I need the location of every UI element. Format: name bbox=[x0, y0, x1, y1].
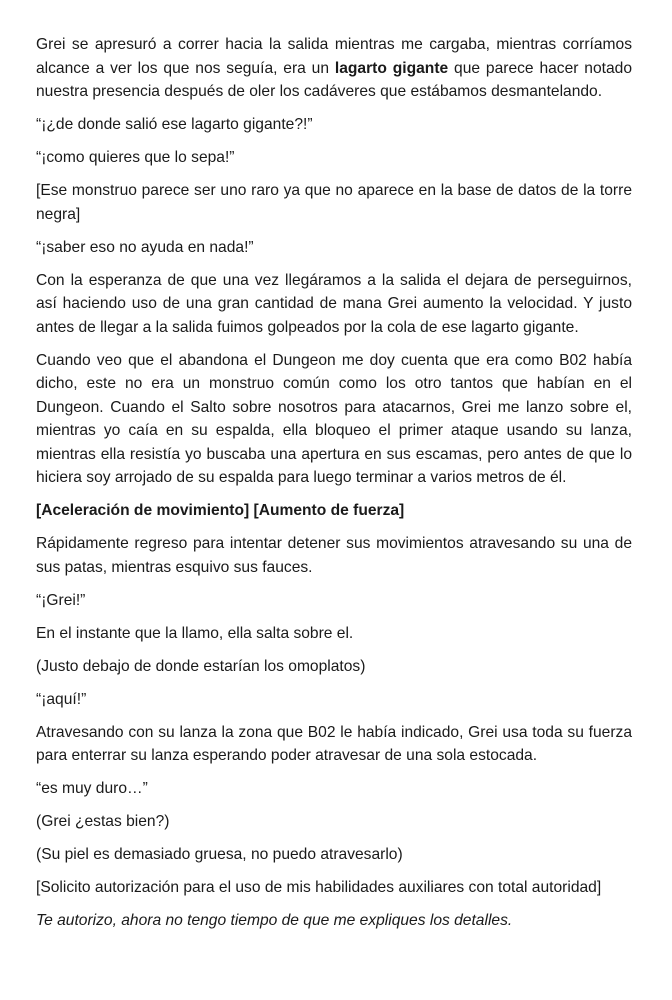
dialogue-line: “¡Grei!” bbox=[36, 591, 86, 609]
dialogue-line: “¡como quieres que lo sepa!” bbox=[36, 149, 235, 166]
dialogue-line: “¡aquí!” bbox=[36, 690, 87, 708]
paragraph-narration: Atravesando con su lanza la zona que B02 le había indicado, Grei usa toda su fuerza para enterrar su lanza esperando poder atravesar de una sola estocada. bbox=[36, 723, 632, 764]
telepathic-line: (Justo debajo de donde estarían los omoplatos) bbox=[36, 657, 366, 675]
paragraph-narration: Rápidamente regreso para intentar detener sus movimientos atravesando su una de sus patas, mientras esquivo sus fauces. bbox=[36, 535, 632, 576]
telepathic-line: (Su piel es demasiado gruesa, no puedo atravesarlo) bbox=[36, 846, 403, 863]
paragraph-narration: Cuando veo que el abandona el Dungeon me doy cuenta que era como B02 había dicho, este no era un monstruo común como los otro tantos que habían en el Dungeon. Cuando el Salto sobre nosotros para atacarnos, Grei me lanzo sobre el, mientras yo caía en su espalda, ella bloqueo el primer ataque usando su lanza, mientras ella resistía yo buscaba una apertura en sus escamas, pero antes de que lo hiciera soy arrojado de su espalda para luego terminar a varios metros de él. bbox=[36, 351, 632, 486]
document-body bbox=[36, 33, 632, 942]
inner-thought-line: Te autorizo, ahora no tengo tiempo de que me expliques los detalles. bbox=[36, 912, 513, 929]
dialogue-line: “es muy duro…” bbox=[36, 780, 148, 797]
bold-phrase: lagarto gigante bbox=[334, 59, 449, 77]
paragraph-narration-escape bbox=[36, 33, 632, 104]
dialogue-line: “¡saber eso no ayuda en nada!” bbox=[36, 238, 254, 256]
paragraph-narration: Con la esperanza de que una vez llegáramos a la salida el dejara de perseguirnos, así haciendo uso de una gran cantidad de mana Grei aumento la velocidad. Y justo antes de llegar a la salida fuimos golpeados por la cola de ese lagarto gigante. bbox=[36, 271, 632, 336]
narration-text: Grei se apresuró a correr hacia la salida mientras me cargaba, mientras corríamos alcance a ver los que nos seguía, era un bbox=[36, 36, 632, 77]
paragraph-narration: En el instante que la llamo, ella salta sobre el. bbox=[36, 624, 354, 642]
narration-text: que parece hacer notado nuestra presencia después de oler los cadáveres que estábamos desmantelando. bbox=[36, 59, 632, 100]
skill-activation: [Aceleración de movimiento] [Aumento de fuerza] bbox=[36, 502, 405, 519]
system-message: [Ese monstruo parece ser uno raro ya que no aparece en la base de datos de la torre negra] bbox=[36, 182, 632, 223]
system-message: [Solicito autorización para el uso de mis habilidades auxiliares con total autoridad] bbox=[36, 879, 602, 896]
telepathic-line: (Grei ¿estas bien?) bbox=[36, 813, 170, 830]
dialogue-line: “¡¿de donde salió ese lagarto gigante?!” bbox=[36, 116, 313, 133]
